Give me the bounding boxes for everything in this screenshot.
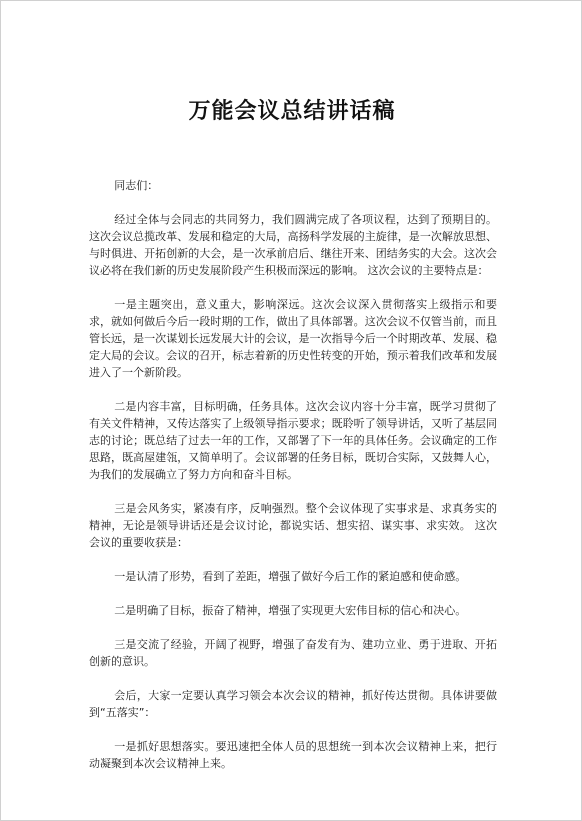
paragraph: 会后，大家一定要认真学习领会本次会议的精神，抓好传达贯彻。具体讲要做到“五落实”：: [89, 689, 497, 719]
greeting: 同志们：: [114, 179, 159, 192]
paragraph: 一是认清了形势，看到了差距，增强了做好今后工作的紧迫感和使命感。: [114, 570, 467, 583]
paragraph: 一是抓好思想落实。要迅速把全体人员的思想统一到本次会议精神上来，把行动凝聚到本次会议精神上来。: [89, 740, 497, 770]
paragraph: 一是主题突出，意义重大，影响深远。这次会议深入贯彻落实上级指示和要求，就如何做后今后一段时期的工作，做出了具体部署。这次会议不仅管当前，而且管长远，是一次谋划长远发展大计的会议，是一次指导今后一个时期改革、发展、稳定大局的会议。会议的召开，标志着新的历史性转变的开始，预示着我们改革和发展进入了一个新阶段。: [89, 298, 497, 379]
paragraph: 二是内容丰富，目标明确，任务具体。这次会议内容十分丰富，既学习贯彻了有关文件精神，又传达落实了上级领导指示要求；既聆听了领导讲话，又听了基层同志的讨论；既总结了过去一年的工作，又部署了下一年的具体任务。会议确定的工作思路，既高屋建瓴，又简单明了。会议部署的任务目标，既切合实际，又鼓舞人心，为我们的发展确立了努力方向和奋斗目标。: [89, 400, 497, 481]
paragraph: 三是交流了经验，开阔了视野，增强了奋发有为、建功立业、勇于进取、开拓创新的意识。: [89, 638, 497, 668]
paragraph: 二是明确了目标，振奋了精神，增强了实现更大宏伟目标的信心和决心。: [114, 604, 467, 617]
paragraph: 经过全体与会同志的共同努力，我们圆满完成了各项议程，达到了预期目的。这次会议总揽改革、发展和稳定的大局，高扬科学发展的主旋律，是一次解放思想、与时俱进、开拓创新的大会，是一次承前启后、继往开来、团结务实的大会。这次会议必将在我们新的历史发展阶段产生积极而深远的影响。 这次会议的主要特点是：: [89, 213, 497, 277]
paragraph: 三是会风务实，紧凑有序，反响强烈。整个会议体现了实事求是、求真务实的精神，无论是领导讲话还是会议讨论，都说实话、想实招、谋实事、求实效。 这次会议的重要收获是：: [89, 502, 497, 549]
document-title: 万能会议总结讲话稿: [188, 98, 396, 124]
document-body: [89, 177, 497, 789]
